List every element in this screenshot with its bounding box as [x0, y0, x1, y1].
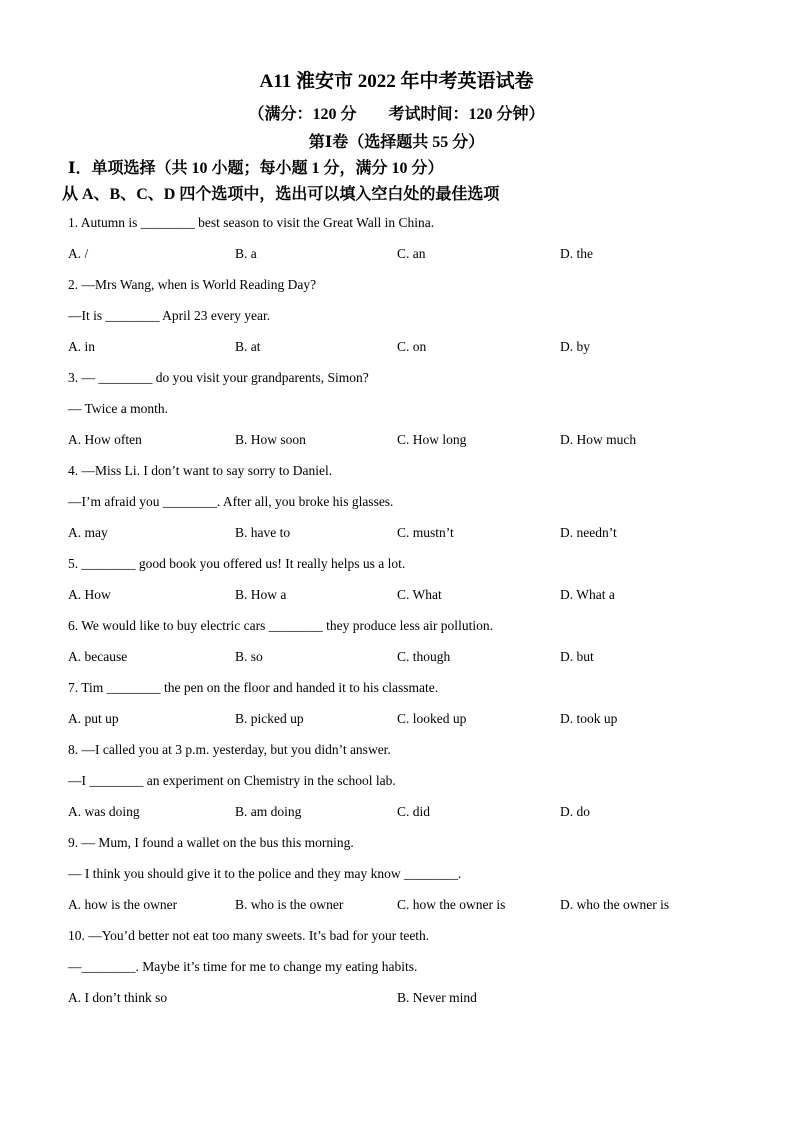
option-c: C. did [397, 804, 431, 819]
question-6 [68, 610, 733, 672]
volume-heading: 第Ⅰ卷（选择题共 55 分） [308, 134, 485, 151]
option-c: C. how the owner is [397, 897, 506, 912]
option-b: B. a [235, 246, 257, 261]
option-b: B. am doing [235, 804, 302, 819]
option-a: A. How often [68, 432, 142, 447]
question-stem: 3. — ________ do you visit your grandparents, Simon? [68, 370, 369, 385]
section-instruction: 从 A、B、C、D 四个选项中，选出可以填入空白处的最佳选项 [62, 186, 500, 203]
option-b: B. at [235, 339, 261, 354]
option-d: D. who the owner is [560, 897, 670, 912]
option-c: C. What [397, 587, 442, 602]
option-a: A. How [68, 587, 111, 602]
question-options [68, 982, 733, 1013]
option-c: C. an [397, 246, 426, 261]
question-stem: 1. Autumn is ________ best season to visit the Great Wall in China. [68, 215, 435, 230]
question-8 [68, 734, 733, 827]
option-c: C. mustn’t [397, 525, 454, 540]
option-b: B. Never mind [397, 990, 477, 1005]
question-stem: — I think you should give it to the police and they may know ________. [68, 866, 462, 881]
question-5 [68, 548, 733, 610]
option-d: D. do [560, 804, 590, 819]
question-3 [68, 362, 733, 455]
question-stem: 8. —I called you at 3 p.m. yesterday, but you didn’t answer. [68, 742, 391, 757]
question-options [68, 238, 733, 269]
option-a: A. / [68, 246, 89, 261]
option-a: A. I don’t think so [68, 990, 168, 1005]
option-b: B. picked up [235, 711, 304, 726]
option-c: C. looked up [397, 711, 467, 726]
option-a: A. because [68, 649, 128, 664]
question-7 [68, 672, 733, 734]
question-stem: 9. — Mum, I found a wallet on the bus this morning. [68, 835, 354, 850]
option-a: A. was doing [68, 804, 140, 819]
question-stem: 6. We would like to buy electric cars ________ they produce less air pollution. [68, 618, 493, 633]
question-options [68, 579, 733, 610]
question-stem: 7. Tim ________ the pen on the floor and handed it to his classmate. [68, 680, 439, 695]
option-d: D. the [560, 246, 593, 261]
question-stem: 2. —Mrs Wang, when is World Reading Day? [68, 277, 317, 292]
option-c: C. on [397, 339, 427, 354]
option-c: C. though [397, 649, 451, 664]
option-d: D. How much [560, 432, 637, 447]
question-stem: —I’m afraid you ________. After all, you broke his glasses. [68, 494, 394, 509]
section-heading: Ⅰ．单项选择（共 10 小题；每小题 1 分，满分 10 分） [68, 160, 444, 177]
question-4 [68, 455, 733, 548]
question-options [68, 331, 733, 362]
question-options [68, 424, 733, 455]
option-b: B. How a [235, 587, 287, 602]
question-10 [68, 920, 733, 1013]
question-stem: — Twice a month. [68, 401, 169, 416]
question-options [68, 641, 733, 672]
question-stem: —It is ________ April 23 every year. [68, 308, 271, 323]
option-c: C. How long [397, 432, 467, 447]
page-title: A11 淮安市 2022 年中考英语试卷 [259, 71, 534, 92]
question-options [68, 796, 733, 827]
option-d: D. by [560, 339, 590, 354]
option-b: B. have to [235, 525, 291, 540]
option-d: D. needn’t [560, 525, 617, 540]
option-d: D. but [560, 649, 594, 664]
option-d: D. took up [560, 711, 618, 726]
question-stem: —I ________ an experiment on Chemistry in the school lab. [68, 773, 396, 788]
option-b: B. so [235, 649, 263, 664]
option-b: B. How soon [235, 432, 306, 447]
option-a: A. put up [68, 711, 119, 726]
option-a: A. how is the owner [68, 897, 178, 912]
question-options [68, 889, 733, 920]
question-stem: 4. —Miss Li. I don’t want to say sorry to Daniel. [68, 463, 333, 478]
question-9 [68, 827, 733, 920]
question-options [68, 517, 733, 548]
question-stem: —________. Maybe it’s time for me to change my eating habits. [68, 959, 418, 974]
exam-info: （满分：120 分 考试时间：120 分钟） [248, 106, 545, 123]
question-stem: 10. —You’d better not eat too many sweets. It’s bad for your teeth. [68, 928, 430, 943]
option-a: A. may [68, 525, 108, 540]
option-a: A. in [68, 339, 95, 354]
question-2 [68, 269, 733, 362]
option-b: B. who is the owner [235, 897, 344, 912]
question-stem: 5. ________ good book you offered us! It really helps us a lot. [68, 556, 406, 571]
question-1 [68, 207, 733, 269]
question-options [68, 703, 733, 734]
option-d: D. What a [560, 587, 615, 602]
